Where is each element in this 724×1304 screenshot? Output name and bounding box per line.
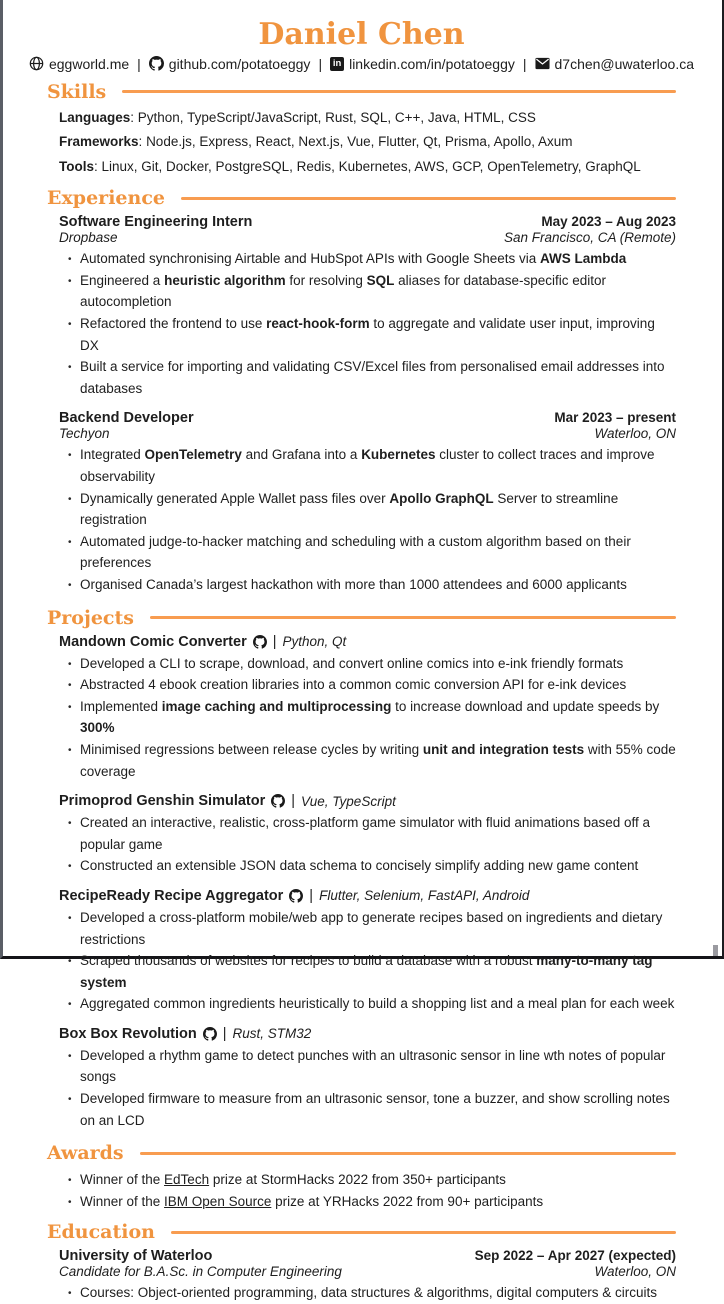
section-title: Projects — [47, 606, 134, 629]
bullet-item: • Winner of the IBM Open Source prize at YRHacks 2022 from 90+ participants — [67, 1191, 676, 1213]
project-name: Primoprod Genshin Simulator — [59, 793, 266, 810]
bullet-item: • Winner of the EdTech prize at StormHacks 2022 from 350+ participants — [67, 1169, 676, 1191]
separator: | — [318, 55, 323, 72]
bullet-item: • Refactored the frontend to use react-hook-form to aggregate and validate user input, improving DX — [67, 313, 676, 356]
school-name: University of Waterloo — [59, 1248, 213, 1265]
project-tech: Rust, STM32 — [232, 1026, 312, 1042]
website-text: eggworld.me — [48, 55, 130, 72]
skills-list — [59, 108, 676, 179]
bullet-item: • Engineered a heuristic algorithm for resolving SQL aliases for database-specific editor autocompletion — [67, 270, 676, 313]
project-name: Mandown Comic Converter — [59, 633, 247, 650]
degree: Candidate for B.A.Sc. in Computer Engineering — [59, 1264, 342, 1280]
separator: | — [522, 55, 527, 72]
github-text: github.com/potatoeggy — [168, 55, 311, 72]
section-rule — [140, 1152, 676, 1155]
bullet-item: • Built a service for importing and validating CSV/Excel files from personalised email addresses into databases — [67, 356, 676, 399]
email-text: d7chen@uwaterloo.ca — [554, 55, 695, 72]
bullet-item: • Created an interactive, realistic, cross-platform game simulator with fluid animations based off a popular game — [67, 812, 676, 855]
project-entry — [59, 634, 676, 783]
separator: | — [222, 1025, 227, 1042]
bullet-item: • Automated synchronising Airtable and HubSpot APIs with Google Sheets via AWS Lambda — [67, 248, 676, 270]
project-entry — [59, 1026, 676, 1131]
section-title: Skills — [47, 80, 107, 103]
project-tech: Flutter, Selenium, FastAPI, Android — [319, 888, 530, 904]
bullet-item: • Constructed an extensible JSON data schema to concisely simplify adding new game content — [67, 855, 676, 877]
project-name: Box Box Revolution — [59, 1025, 197, 1042]
section-rule — [150, 616, 676, 619]
job-dates: Mar 2023 – present — [554, 410, 676, 426]
section-title: Awards — [47, 1142, 124, 1165]
separator: | — [291, 793, 296, 810]
bullet-item: • Organised Canada’s largest hackathon with more than 1000 attendees and 6000 applicants — [67, 574, 676, 596]
bullet-item: • Minimised regressions between release cycles by writing unit and integration tests with 55% code coverage — [67, 739, 676, 782]
email-link[interactable] — [535, 56, 695, 72]
section-rule — [122, 90, 676, 93]
bullet-item: • Implemented image caching and multiprocessing to increase download and update speeds by 300% — [67, 696, 676, 739]
bullet-item: • Dynamically generated Apple Wallet pass files over Apollo GraphQL Server to streamline registration — [67, 488, 676, 531]
github-icon[interactable] — [203, 1027, 217, 1041]
experience-entry — [59, 214, 676, 399]
bullet-item: • Developed a CLI to scrape, download, and convert online comics into e-ink friendly formats — [67, 653, 676, 675]
bullet-item: • Scraped thousands of websites for recipes to build a database with a robust many-to-many tag system — [67, 950, 676, 993]
github-icon — [149, 56, 164, 71]
section-header-experience — [47, 187, 676, 209]
link[interactable]: EdTech — [164, 1172, 210, 1188]
job-location: San Francisco, CA (Remote) — [503, 230, 676, 246]
globe-icon — [29, 56, 44, 71]
awards-list — [59, 1169, 676, 1212]
job-location: Waterloo, ON — [594, 426, 676, 442]
company-name: Dropbase — [59, 230, 118, 246]
section-header-skills — [47, 81, 676, 103]
project-entry — [59, 793, 676, 877]
education-location: Waterloo, ON — [594, 1264, 676, 1280]
project-name: RecipeReady Recipe Aggregator — [59, 887, 284, 904]
contact-line — [47, 55, 695, 72]
skills-row-frameworks: Frameworks: Node.js, Express, React, Next.js, Vue, Flutter, Qt, Prisma, Apollo, Axum — [59, 134, 573, 150]
section-title: Experience — [47, 187, 165, 210]
bullet-item: • Integrated OpenTelemetry and Grafana into a Kubernetes cluster to collect traces and improve observability — [67, 444, 676, 487]
project-tech: Vue, TypeScript — [301, 793, 396, 809]
github-icon[interactable] — [271, 794, 285, 808]
linkedin-text: linkedin.com/in/potatoeggy — [349, 55, 515, 72]
education-entry — [59, 1248, 676, 1304]
bullet-item: • Developed firmware to measure from an ultrasonic sensor, tone a buzzer, and show scrolling notes on an LCD — [67, 1088, 676, 1131]
linkedin-icon: in — [330, 57, 344, 71]
separator: | — [309, 887, 314, 904]
section-header-projects — [47, 607, 676, 629]
company-name: Techyon — [59, 426, 110, 442]
linkedin-link[interactable] — [330, 56, 515, 72]
bullet-item: • Developed a cross-platform mobile/web app to generate recipes based on ingredients and dietary restrictions — [67, 907, 676, 950]
section-rule — [171, 1231, 676, 1234]
bullet-item: • Developed a rhythm game to detect punches with an ultrasonic sensor in line wth notes of popular songs — [67, 1045, 676, 1088]
experience-entry — [59, 410, 676, 595]
skills-row-languages: Languages: Python, TypeScript/JavaScript, Rust, SQL, C++, Java, HTML, CSS — [59, 109, 536, 125]
project-entry — [59, 888, 676, 1015]
separator: | — [272, 633, 277, 650]
separator: | — [137, 55, 141, 72]
job-dates: May 2023 – Aug 2023 — [541, 214, 676, 230]
link[interactable]: IBM Open Source — [164, 1193, 272, 1209]
bullet-item: • Courses: Object-oriented programming, data structures & algorithms, digital computers & circuits — [67, 1282, 676, 1304]
job-title: Backend Developer — [59, 410, 194, 427]
mail-icon — [535, 57, 550, 70]
bullet-item: • Aggregated common ingredients heuristically to build a shopping list and a meal plan for each week — [67, 993, 676, 1015]
skills-row-tools: Tools: Linux, Git, Docker, PostgreSQL, Redis, Kubernetes, AWS, GCP, OpenTelemetry, GraphQL — [59, 159, 641, 175]
section-header-education — [47, 1221, 676, 1243]
project-tech: Python, Qt — [282, 634, 347, 650]
website-link[interactable] — [29, 56, 129, 72]
section-header-awards — [47, 1142, 676, 1164]
bullet-item: • Automated judge-to-hacker matching and scheduling with a custom algorithm based on their preferences — [67, 531, 676, 574]
bullet-item: • Abstracted 4 ebook creation libraries into a common comic conversion API for e-ink devices — [67, 674, 676, 696]
section-rule — [181, 197, 676, 200]
page-title: Daniel Chen — [258, 17, 465, 52]
section-title: Education — [47, 1221, 155, 1244]
github-icon[interactable] — [289, 889, 303, 903]
page-corner-mark — [713, 945, 718, 956]
github-link[interactable] — [149, 56, 311, 72]
education-dates: Sep 2022 – Apr 2027 (expected) — [474, 1248, 676, 1264]
job-title: Software Engineering Intern — [59, 214, 253, 231]
github-icon[interactable] — [253, 635, 267, 649]
